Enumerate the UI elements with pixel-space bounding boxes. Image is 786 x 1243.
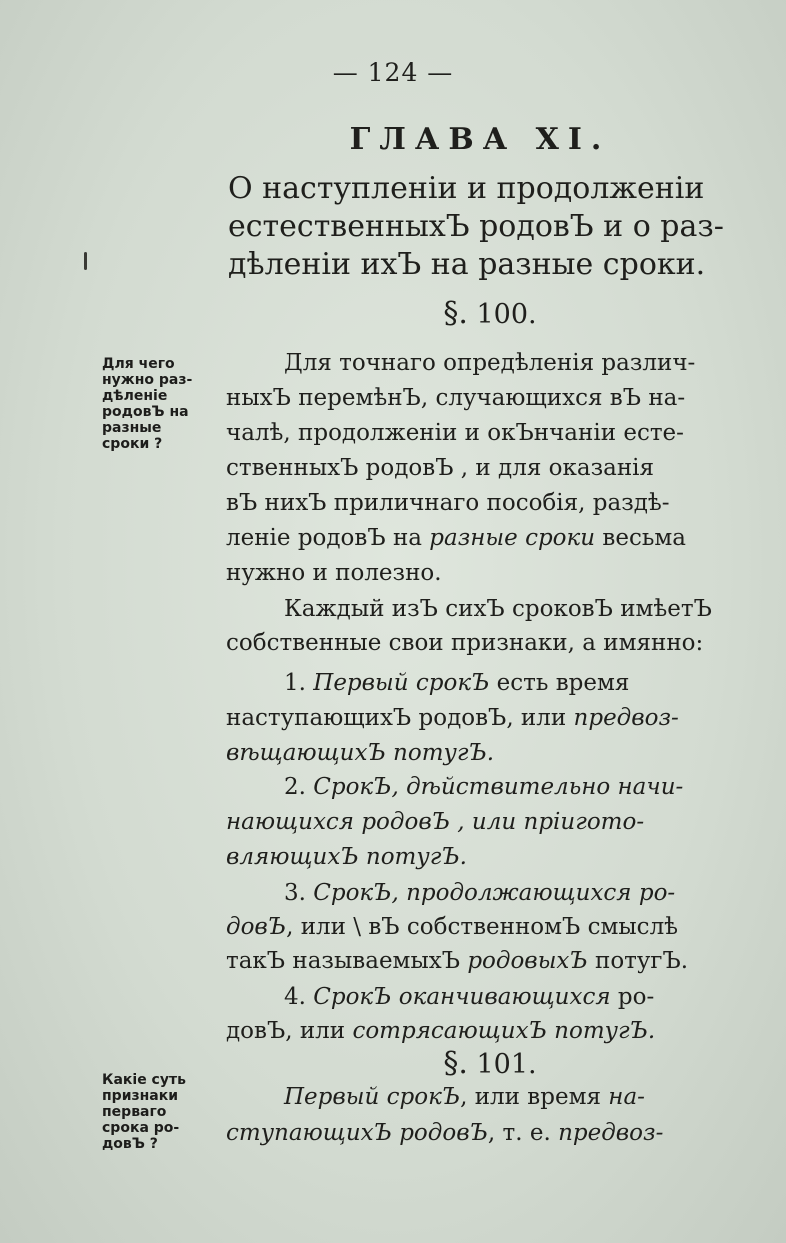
page-number: — 124 — — [332, 58, 454, 87]
margin-note-line: признаки — [102, 1088, 179, 1104]
margin-note-line: Какіе суть — [102, 1072, 186, 1088]
italic-run: Первый срокЪ — [284, 1084, 461, 1110]
text-run: потугЪ. — [594, 948, 689, 974]
text-line — [226, 705, 679, 731]
italic-run: предвоз- — [558, 1120, 664, 1146]
italic-run: ступающихЪ родовЪ — [226, 1120, 488, 1146]
text-line — [226, 1120, 663, 1146]
list-number: 1. — [284, 670, 306, 696]
chapter-title-line: О наступленіи и продолженіи — [228, 171, 705, 206]
margin-note-line: родовЪ на — [102, 404, 189, 420]
text-line — [284, 1084, 645, 1110]
list-item-3 — [284, 880, 675, 906]
text-line: вЪ нихЪ приличнаго пособія, раздѣ- — [226, 490, 670, 516]
text-run: довЪ, или — [226, 1018, 346, 1044]
text-line — [226, 1018, 655, 1044]
text-run: весьма — [602, 525, 686, 551]
text-run: есть время — [496, 670, 630, 696]
section-sign: §. — [443, 296, 468, 331]
chapter-title-line: естественныхЪ родовЪ и о раз- — [228, 209, 724, 244]
margin-note-line: довЪ ? — [102, 1136, 158, 1152]
list-number: 4. — [284, 984, 306, 1010]
text-line: вляющихЪ потугЪ. — [226, 844, 467, 870]
italic-run: сотрясающихЪ потугЪ. — [352, 1018, 656, 1044]
text-run: такЪ называемыхЪ — [226, 948, 460, 974]
section-heading-100 — [230, 296, 750, 331]
italic-run: предвоз- — [573, 705, 679, 731]
list-item-4 — [284, 984, 654, 1010]
text-run: , т. е. — [487, 1120, 551, 1146]
italic-run: Первый срокЪ — [313, 670, 490, 696]
list-item-2 — [284, 774, 683, 800]
list-number: 2. — [284, 774, 306, 800]
list-item-1 — [284, 670, 629, 696]
text-line: вѣщающихЪ потугЪ. — [226, 740, 495, 766]
italic-run: на- — [608, 1084, 645, 1110]
margin-note-line: перваго — [102, 1104, 167, 1120]
italic-run: разные сроки — [429, 525, 596, 551]
text-line — [226, 948, 688, 974]
text-run: ро- — [617, 984, 655, 1010]
chapter-title-line: дѣленіи ихЪ на разные сроки. — [228, 247, 706, 282]
margin-note-line: дѣленіе — [102, 388, 168, 404]
margin-note-line: срока ро- — [102, 1120, 180, 1136]
text-line: собственные свои признаки, а имянно: — [226, 630, 704, 656]
text-run: наступающихЪ родовЪ, или — [226, 705, 567, 731]
text-line: ныхЪ перемѣнЪ, случающихся вЪ на- — [226, 385, 686, 411]
italic-run: довЪ — [226, 914, 287, 940]
text-line: Для точнаго опредѣленія различ- — [284, 350, 696, 376]
text-run: , или время — [460, 1084, 601, 1110]
margin-note-line: сроки ? — [102, 436, 163, 452]
ink-mark — [84, 252, 87, 270]
italic-run: СрокЪ, продолжающихся ро- — [313, 880, 676, 906]
section-number: 100. — [476, 299, 537, 330]
margin-note — [102, 356, 220, 452]
text-line: чалѣ, продолженіи и окЪнчаніи есте- — [226, 420, 684, 446]
section-sign: §. — [443, 1046, 468, 1081]
text-run: , или \ вЪ собственномЪ смыслѣ — [286, 914, 679, 940]
margin-note-line: Для чего — [102, 356, 175, 372]
margin-note-line: нужно раз- — [102, 372, 193, 388]
italic-run: родовыхЪ — [467, 948, 588, 974]
text-line — [226, 914, 678, 940]
chapter-heading: ГЛАВА XI. — [349, 122, 611, 157]
margin-note-line: разные — [102, 420, 162, 436]
text-line: Каждый изЪ сихЪ сроковЪ имѣетЪ — [284, 596, 712, 622]
italic-run: СрокЪ оканчивающихся — [313, 984, 611, 1010]
text-line: нужно и полезно. — [226, 560, 442, 586]
section-heading-101 — [230, 1046, 750, 1081]
text-line: ственныхЪ родовЪ , и для оказанія — [226, 455, 655, 481]
text-run: леніе родовЪ на — [226, 525, 422, 551]
list-number: 3. — [284, 880, 306, 906]
section-number: 101. — [476, 1049, 537, 1080]
margin-note — [102, 1072, 220, 1152]
text-line — [226, 525, 686, 551]
text-line: нающихся родовЪ , или пріигото- — [226, 809, 645, 835]
italic-run: СрокЪ, дѣйствительно начи- — [313, 774, 684, 800]
